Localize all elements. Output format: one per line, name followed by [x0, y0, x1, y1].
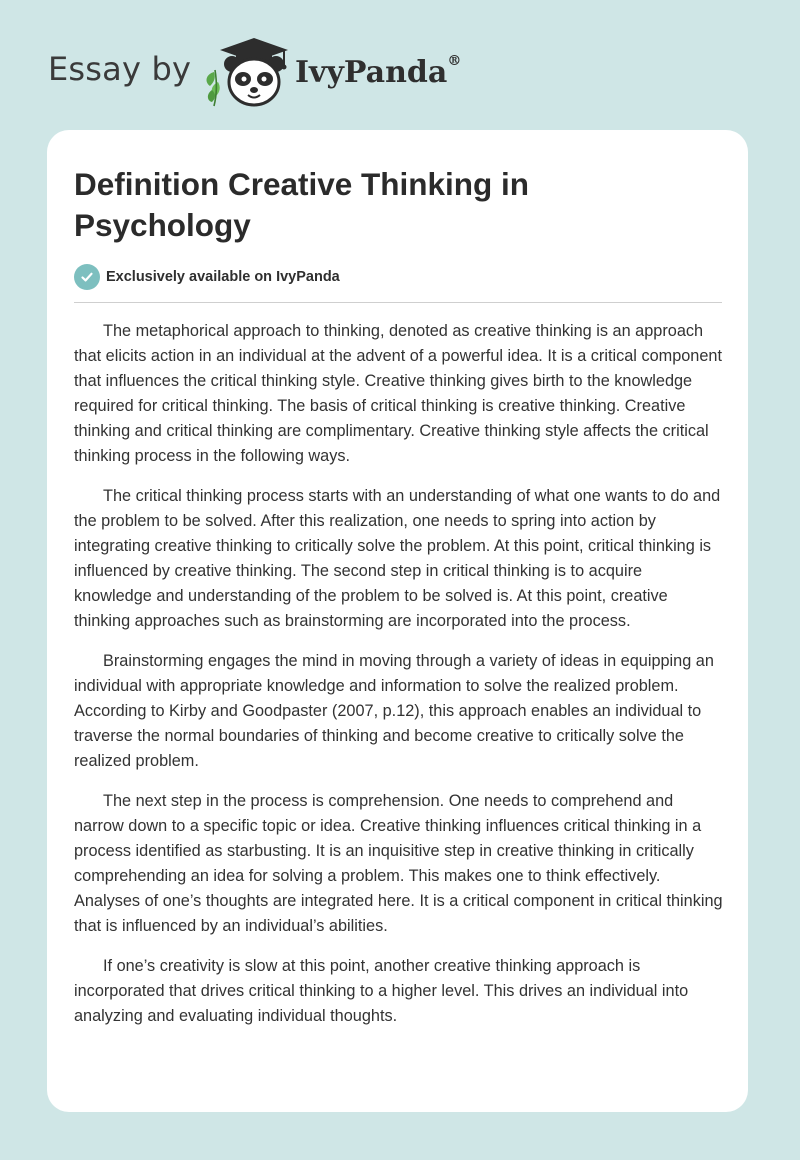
essay-body: [74, 319, 724, 1044]
paragraph: If one’s creativity is slow at this point, another creative thinking approach is incorporated that drives critical thinking to a higher level. This drives an individual into analyzing and evaluating individual thoughts.: [74, 957, 689, 1025]
paragraph: The critical thinking process starts with an understanding of what one wants to do and the problem to be solved. After this realization, one needs to spring into action by integrating creative thinking to critically solve the problem. At this point, critical thinking is influenced by creative thinking. The second step in critical thinking is to acquire knowledge and understanding of the problem to be solved is. At this point, creative thinking approaches such as brainstorming are incorporated into the process.: [74, 487, 721, 630]
check-circle-icon: [74, 264, 100, 290]
brand-logo-text[interactable]: [295, 55, 461, 90]
essay-by-label: Essay by: [48, 50, 192, 88]
page-title: Definition Creative Thinking in Psychology: [74, 166, 530, 243]
essay-card: [47, 130, 748, 1112]
registered-mark: ®: [447, 53, 462, 69]
exclusive-badge: [74, 264, 340, 290]
divider: [74, 302, 722, 303]
panda-graduate-icon[interactable]: [202, 34, 294, 110]
paragraph: Brainstorming engages the mind in moving through a variety of ideas in equipping an individual with appropriate knowledge and information to solve the realized problem. According to Kirby and Goodpaster (2007, p.12), this approach enables an individual to traverse the normal boundaries of thinking and become creative to critically solve the realized problem.: [74, 652, 714, 770]
site-header: [0, 0, 800, 130]
paragraph: The metaphorical approach to thinking, denoted as creative thinking is an approach that elicits action in an individual at the advent of a powerful idea. It is a critical component that influences the critical thinking style. Creative thinking gives birth to the knowledge required for critical thinking. The basis of critical thinking is creative thinking. Creative thinking and critical thinking are complimentary. Creative thinking style affects the critical thinking process in the following ways.: [74, 322, 722, 465]
paragraph: The next step in the process is comprehension. One needs to comprehend and narrow down to a specific topic or idea. Creative thinking influences critical thinking in a process identified as starbusting. It is an inquisitive step in creative thinking in critically comprehending an idea for solving a problem. This makes one to think effectively. Analyses of one’s thoughts are integrated here. It is a critical component in critical thinking that is influenced by an individual’s abilities.: [74, 792, 723, 935]
ivy-leaf-icon: [207, 70, 220, 106]
exclusive-badge-label: Exclusively available on IvyPanda: [106, 269, 340, 285]
brand-name: IvyPanda: [295, 55, 448, 90]
